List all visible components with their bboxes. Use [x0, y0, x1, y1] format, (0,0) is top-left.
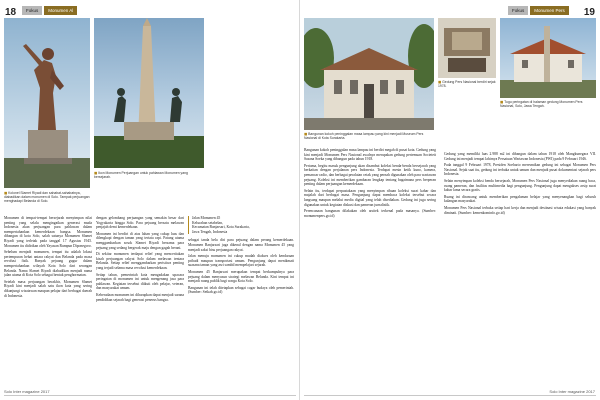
interior-illustration: [438, 18, 496, 78]
photo-caption: [304, 132, 434, 140]
caption-arrow-icon: ■: [94, 171, 98, 175]
paragraph: Setiap tahun, pemerintah kota mengadakan upacara peringatan di monumen ini untuk mengenang jasa para pahlawan. Kegiatan tersebut diikuti oleh pelajar, veteran, dan masyarakat umum.: [96, 272, 184, 291]
paragraph: sebagai tanda bela diri para pejuang dalam perang kemerdekaan. Monumen Banjarsari juga dikenal dengan nama Monumen 45 yang menjadi saksi bisu perjuangan rakyat.: [188, 238, 294, 252]
paragraph: Bangunan ini telah ditetapkan sebagai cagar budaya oleh pemerintah. (Sumber: Setkab.go.id): [188, 285, 294, 295]
caption-text: Bangunan kokoh peninggalan masa lampau yang kini menjadi Museum Pers Nasional di Kota Surakarta.: [304, 132, 424, 140]
address-line: Kelurahan setabelan,: [192, 220, 223, 225]
paragraph: Monumen ini berdiri di atas lahan yang cukup luas dan dilengkapi dengan taman yang tertata rapi. Patung utama menggambarkan sosok Slamet Riyadi bersama para pejuang yang sedang bergerak maju dengan gagah berani.: [96, 231, 184, 250]
page-number: 19: [583, 7, 595, 18]
paragraph: Monumen 45 Banjarsari merupakan tempat berkumpulnya para pejuang dalam menyusun strategi melawan Belanda. Kini tempat ini menjadi ruang publik bagi warga Kota Solo.: [188, 269, 294, 284]
paragraph: Monumen Pers Nasional terbuka setiap hari kerja dan menjadi destinasi wisata edukasi yang banyak diminati. (Sumber: kemenkominfo.go.id): [444, 205, 596, 215]
paragraph: Ruang ini dirancang untuk memberikan pengalaman belajar yang menyenangkan bagi seluruh kalangan masyarakat.: [444, 194, 596, 204]
article-column: [96, 216, 184, 388]
article-column: [304, 148, 436, 388]
building-illustration: [304, 18, 434, 130]
paragraph: Selain menyimpan koleksi benda bersejarah, Monumen Pers Nasional juga menyediakan ruang baca, ruang pameran, dan fasilitas multimedia bagi pengunjung. Pengunjung dapat mengakses arsip surat kabar lama secara gratis.: [444, 178, 596, 193]
photo-caption: [94, 171, 204, 179]
paragraph: Pertama, begitu masuk pengunjung akan disambut koleksi benda-benda bersejarah yang berkaitan dengan perjalanan pers Indonesia. Terdapat mesin ketik kuno, kamera, pemancar radio, dan berbagai peralatan cetak yang pernah digunakan oleh para wartawan pejuang. Koleksi ini memberikan gambaran lengkap tentang bagaimana pers berperan penting dalam perjuangan kemerdekaan.: [304, 163, 436, 187]
paragraph: Monumen di tempat-tempat bersejarah menyimpan nilai penting yang selalu mengingatkan generasi muda Indonesia akan perjuangan para pahlawan dalam mempertahankan kemerdekaan bangsa. Monumen dibangun di kota Solo, salah satunya Monumen Slamet Riyadi yang terletak pada tanggal 17 Agustus 1945. Monumen itu didirikan oleh Yayasan Rumpun Diponegoro.: [4, 216, 92, 248]
building-photo: [304, 18, 434, 130]
footer-text: Solo Inter magazine 2017: [4, 389, 50, 394]
article-column: [188, 216, 294, 388]
caption-arrow-icon: ■: [438, 80, 442, 84]
caption-arrow-icon: ■: [304, 132, 308, 136]
section-tag: Fokus: [22, 6, 42, 15]
address-line: Jalan Monumen 45: [192, 216, 221, 220]
paragraph: Sebelum menjadi monumen, tempat itu adalah lokasi pertempuran hebat antara rakyat dan Belanda pada masa revolusi fisik. Banyak pejuang gugur dalam mempertahankan wilayah Kota Solo dari serangan Belanda. Nama Slamet Riyadi diabadikan menjadi nama jalan utama di Kota Solo sebagai bentuk penghormatan.: [4, 250, 92, 278]
section-header: [508, 6, 569, 15]
monument-illustration: [94, 18, 204, 168]
paragraph: Bangunan kokoh peninggalan masa lampau ini berdiri megah di pusat kota. Gedung yang kini menjadi Monumen Pers Nasional awalnya merupakan gedung pertemuan Societeit Sasana Soeka yang dibangun pada tahun 1918.: [304, 148, 436, 162]
section-tag: Monumen Pers: [530, 6, 569, 15]
paragraph: Setelah masa perjuangan berakhir, Monumen Slamet Riyadi kini menjadi salah satu ikon kota yang sering dikunjungi wisatawan maupun pelajar dari berbagai daerah di Indonesia.: [4, 279, 92, 298]
address-line: Kecamatan Banjarsari, Kota Surakarta,: [192, 225, 250, 230]
tower-illustration: [500, 18, 596, 98]
address-line: Jawa Tengah, Indonesia: [192, 229, 228, 234]
footer-rule: [4, 395, 296, 396]
paragraph: Di sekitar monumen terdapat relief yang menceritakan kisah perjuangan rakyat Solo dalam melawan tentara Belanda. Setiap relief menggambarkan peristiwa penting yang terjadi selama masa revolusi kemerdekaan.: [96, 252, 184, 270]
address-box: [188, 216, 294, 234]
paragraph: Perencanaan bangunan dilakukan oleh arsitek terkenal pada masanya. (Sumber: monumenpers.go.id): [304, 209, 436, 218]
caption-text: Ikon Monumen Perjuangan untuk pahlawan Monumen yang bersejarah.: [94, 171, 188, 179]
caption-arrow-icon: ■: [500, 100, 504, 104]
caption-text: Gedung Pers Nasional berdiri sejak 1978.: [438, 80, 496, 88]
photo-caption: [500, 100, 596, 108]
footer-rule: [304, 395, 596, 396]
article-column: [444, 152, 596, 388]
caption-text: Tugu peringatan di halaman gedung Monumen Pers Nasional, Solo, Jawa Tengah.: [500, 100, 583, 108]
statue-illustration: [4, 18, 90, 188]
statue-tower-photo: [500, 18, 596, 98]
paragraph: Gedung yang memiliki luas 2.988 m2 ini dibangun dalam tahun 1918 oleh Mangkunegara VII. Gedung ini menjadi tempat lahirnya Persatuan Wartawan Indonesia (PWI) pada 9 Februari 1946.: [444, 152, 596, 161]
section-tag: Monumen Al: [44, 6, 77, 15]
section-header: [22, 6, 77, 15]
photo-caption: [4, 191, 90, 203]
page-number: 18: [5, 7, 17, 18]
statue-photo: [4, 18, 90, 188]
footer-text: Solo Inter magazine 2017: [549, 389, 595, 394]
article-column: [4, 216, 92, 388]
monument-photo: [94, 18, 204, 168]
caption-text: Kolonel Slamet Riyadi dan sahabat-sahabatnya, diabadikan dalam monumen di Solo. Tampak perjuangan menghadapi Belanda di Solo.: [4, 191, 90, 203]
paragraph: Jalan menuju monumen ini cukup mudah diakses oleh kendaraan pribadi maupun transportasi umum. Pengunjung dapat menikmati suasana taman yang asri sambil mempelajari sejarah.: [188, 254, 294, 268]
paragraph: Pada tanggal 9 Februari 1978, Presiden Soeharto meresmikan gedung ini sebagai Monumen Pers Nasional. Sejak saat itu, gedung ini terbuka untuk umum dan menjadi pusat dokumentasi sejarah pers Indonesia.: [444, 163, 596, 177]
paragraph: Keberadaan monumen ini diharapkan dapat menjadi sarana pendidikan sejarah bagi generasi penerus bangsa.: [96, 292, 184, 302]
caption-arrow-icon: ■: [4, 191, 8, 195]
photo-caption: [438, 80, 496, 88]
paragraph: dengan gelombang perjuangan yang semakin besar dari Yogyakarta hingga Solo. Para pejuang bersatu melawan penjajah demi kemerdekaan.: [96, 216, 184, 230]
paragraph: Selain itu, terdapat perpustakaan yang menyimpan ribuan koleksi surat kabar dan majalah dari berbagai masa. Pengunjung dapat membaca koleksi tersebut secara langsung maupun melalui media digital yang telah disediakan. Gedung ini juga sering digunakan untuk kegiatan diskusi dan pameran jurnalistik.: [304, 188, 436, 207]
right-page: [300, 0, 600, 400]
interior-photo: [438, 18, 496, 78]
section-tag: Fokus: [508, 6, 528, 15]
